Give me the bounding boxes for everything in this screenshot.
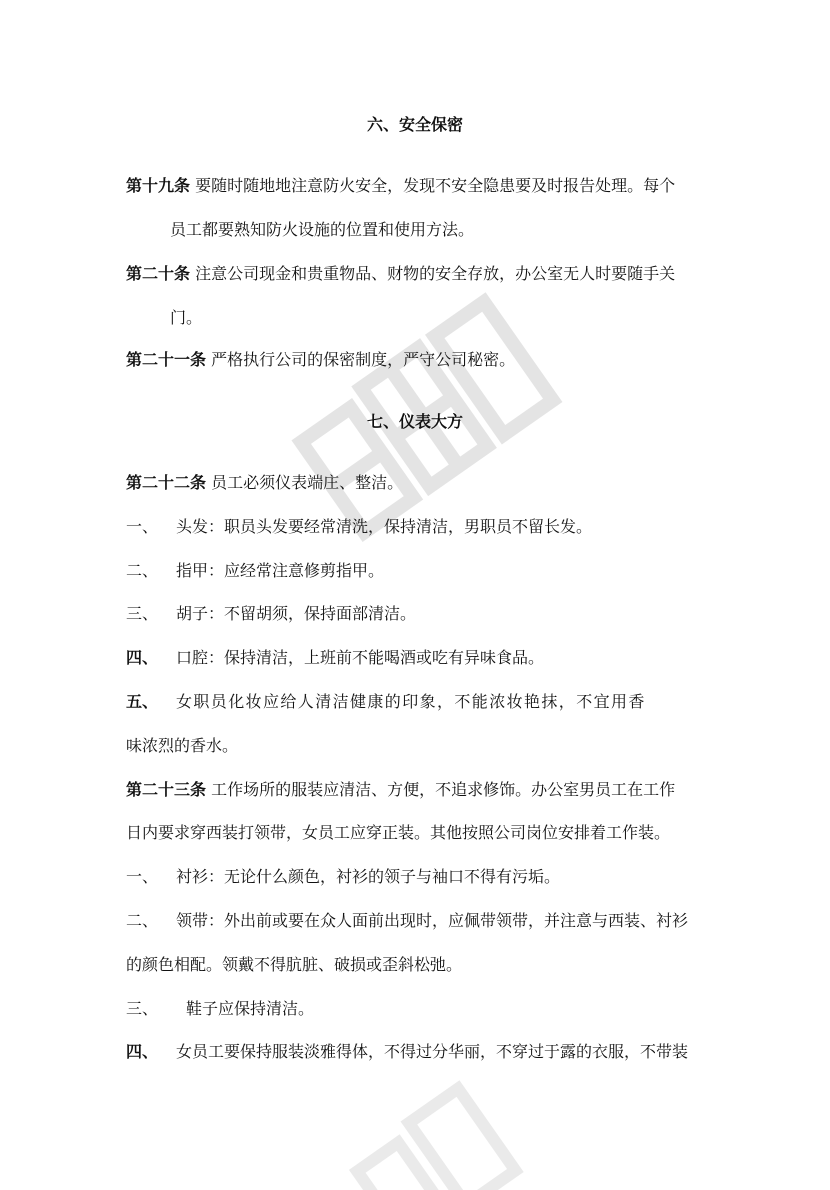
article-20 [126,264,675,284]
list23-item-4-text: 女员工要保持服装淡雅得体，不得过分华丽，不穿过于露的衣服，不带装 [176,1042,689,1061]
article-21-label: 第二十一条 [126,350,207,369]
article-23-label: 第二十三条 [126,780,207,799]
article-20-label: 第二十条 [126,264,191,283]
article-19 [126,176,675,196]
list22-item-5 [126,692,646,712]
article-19-label: 第十九条 [126,176,191,195]
section-heading-appearance: 七、仪表大方 [366,412,463,431]
section-heading-safety: 六、安全保密 [366,115,463,134]
article-21 [126,350,515,370]
article-22-text: 员工必须仪表端庄、整洁。 [211,473,404,492]
list23-item-3-num: 三、 [126,999,159,1018]
article-20-text: 注意公司现金和贵重物品、财物的安全存放，办公室无人时要随手关 [195,264,676,283]
list22-item-5-num: 五、 [126,692,159,711]
list23-item-2-num: 二、 [126,911,159,930]
article-23-text: 工作场所的服装应清洁、方便，不追求修饰。办公室男员工在工作 [211,780,676,799]
list23-item-2 [126,911,688,931]
list22-item-5-text: 女职员化妆应给人清洁健康的印象，不能浓妆艳抹，不宜用香 [176,692,646,711]
list23-item-3 [126,999,314,1019]
list23-item-4-num: 四、 [126,1042,159,1061]
list22-item-4-num: 四、 [126,648,159,667]
list23-item-1 [126,867,560,887]
list22-item-1-text: 头发：职员头发要经常清洗，保持清洁，男职员不留长发。 [176,517,593,536]
list22-item-3 [126,604,416,624]
list23-item-2-text: 领带：外出前或要在众人面前出现时，应佩带领带，并注意与西装、衬衫 [176,911,689,930]
article-21-text: 严格执行公司的保密制度，严守公司秘密。 [211,350,516,369]
list23-item-1-num: 一、 [126,867,159,886]
list23-item-4 [126,1042,688,1062]
article-19-cont: 员工都要熟知防火设施的位置和使用方法。 [170,220,475,239]
article-20-cont: 门。 [170,308,203,327]
watermark-logo-bottom [330,1040,550,1190]
list22-item-3-text: 胡子：不留胡须，保持面部清洁。 [176,604,417,623]
list23-item-1-text: 衬衫：无论什么颜色，衬衫的领子与袖口不得有污垢。 [176,867,561,886]
list22-item-2 [126,561,384,581]
article-22-label: 第二十二条 [126,473,207,492]
list22-item-1 [126,517,592,537]
article-19-text: 要随时随地地注意防火安全，发现不安全隐患要及时报告处理。每个 [195,176,676,195]
list22-item-5-cont: 味浓烈的香水。 [126,736,239,755]
article-23-cont: 日内要求穿西装打领带，女员工应穿正装。其他按照公司岗位安排着工作装。 [126,823,671,842]
list22-item-4-text: 口腔：保持清洁，上班前不能喝酒或吃有异味食品。 [176,648,545,667]
list22-item-1-num: 一、 [126,517,159,536]
list22-item-2-text: 指甲：应经常注意修剪指甲。 [176,561,385,580]
article-23 [126,780,675,800]
list22-item-3-num: 三、 [126,604,159,623]
list22-item-4 [126,648,544,668]
list23-item-3-text: 鞋子应保持清洁。 [186,999,315,1018]
article-22 [126,473,403,493]
list23-item-2-cont: 的颜色相配。领戴不得肮脏、破损或歪斜松弛。 [126,955,463,974]
list22-item-2-num: 二、 [126,561,159,580]
